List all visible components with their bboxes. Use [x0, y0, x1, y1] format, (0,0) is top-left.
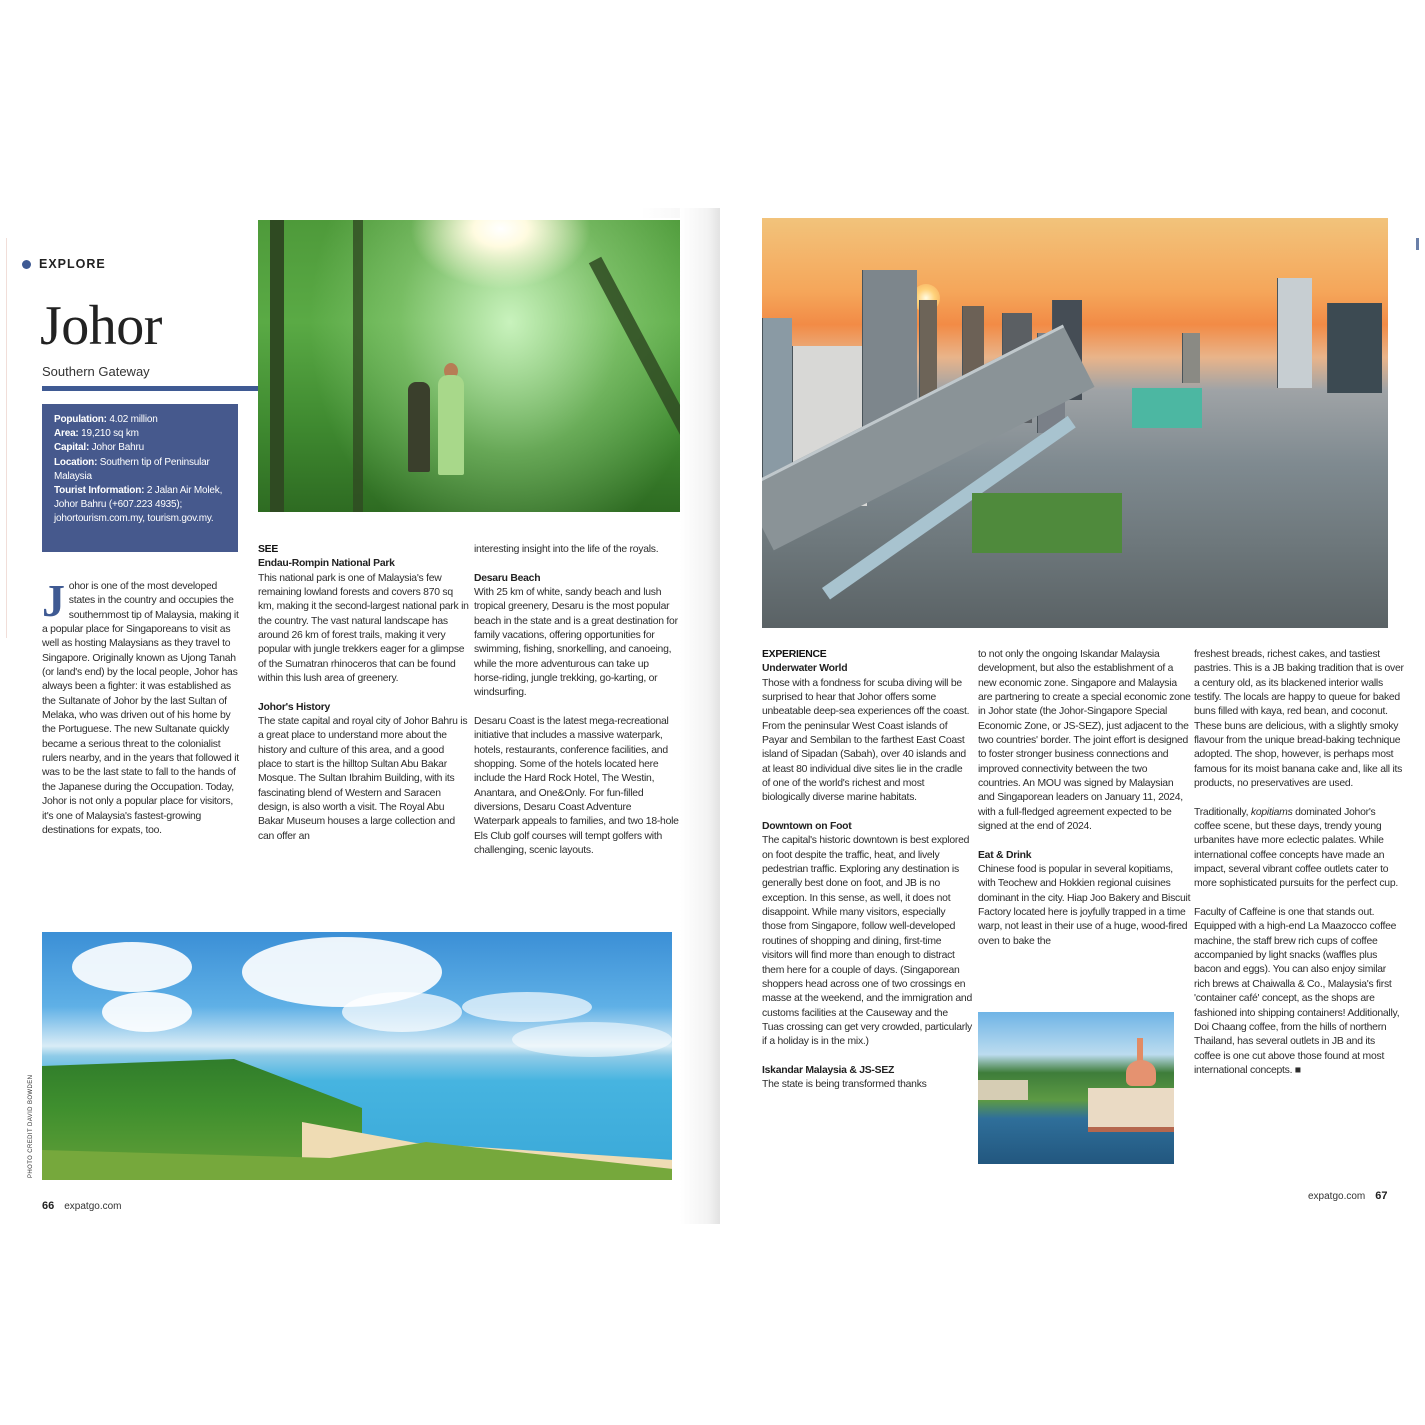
location-value: Southern tip of Peninsular Malaysia — [54, 456, 210, 482]
end-mark-icon: ■ — [1294, 1064, 1301, 1076]
location-label: Location: — [54, 456, 98, 468]
section-label-text: EXPLORE — [39, 257, 106, 271]
drop-cap: J — [42, 575, 65, 626]
title-divider — [42, 386, 260, 391]
kopitiam-italic: kopitiams — [1250, 806, 1293, 818]
downtown-text: The capital's historic downtown is best explored on foot despite the traffic, heat, and lively pedestrian traffic. Exploring any destination is generally best done on foot, and JB is no exception. In this sense, as well, it does not disappoint. While many visitors, especially those from Singapore, follow well-developed routines of shopping and dining, first-time visitors will find more than enough to distract them here for a couple of days. (Singaporean shoppers head across one of two crossings en masse at the weekend, and the immigration and customs facilities at the Causeway and the Tuas crossing can get very crowded, particularly if a holiday is in the mix.) — [762, 835, 972, 1048]
see-column — [258, 543, 470, 858]
magazine-spread — [0, 208, 1425, 1224]
green-field — [972, 493, 1122, 553]
endau-heading: Endau-Rompin National Park — [258, 558, 395, 570]
bakery-text: freshest breads, richest cakes, and tastiest pastries. This is a JB baking tradition that is over a century old, as its blackened interior walls testify. The locals are happy to queue for baked buns filled with kaya, red bean, and coconut. These buns are delicious, with a slightly smoky flavour from the unique bread-baking technique adopted. The shop, however, is perhaps most famous for its moist banana cake and, like all its products, no preservatives are used. — [1194, 649, 1404, 790]
cloud — [342, 992, 462, 1032]
eat-text: Chinese food is popular in several kopitiams, with Teochew and Hokkien regional cuisines dominant in the city. Hiap Joo Bakery and Biscuit Factory located here is joyfully trapped in a time warp, not least in their use of a huge, wood-fired oven to bake the — [978, 864, 1191, 947]
page-number: 66 — [42, 1200, 55, 1212]
tourist-info-label: Tourist Information: — [54, 485, 145, 497]
dome — [1126, 1060, 1156, 1086]
area-value: 19,210 sq km — [81, 428, 139, 440]
photo-credit: PHOTO CREDIT DAVID BOWDEN — [28, 1074, 34, 1178]
history-heading: Johor's History — [258, 701, 331, 713]
site-url[interactable]: expatgo.com — [1308, 1191, 1366, 1202]
endau-text: This national park is one of Malaysia's few remaining lowland forests and covers 870 sq km, making it the second-largest national park in the country. The vast natural landscape has around 26 km of forest trails, making it very popular with jungle trekkers eager for a glimpse of the Sumatran rhinoceros that can be found within this lush area of greenery. — [258, 572, 469, 685]
forest-photo — [258, 220, 716, 512]
page-edge — [6, 238, 7, 638]
experience-column — [762, 648, 972, 1093]
site-url[interactable]: expatgo.com — [64, 1201, 122, 1212]
mosque-miniature-photo — [978, 1012, 1174, 1164]
teal-building — [1132, 388, 1202, 428]
beach-photo — [42, 932, 672, 1180]
fact-box — [42, 404, 238, 552]
capital-value: Johor Bahru — [91, 442, 144, 454]
tree-trunk — [270, 220, 284, 512]
area-label: Area: — [54, 428, 79, 440]
kopitiam-text-pre: Traditionally, — [1194, 806, 1251, 818]
see-category: SEE — [258, 544, 279, 555]
kopitiam-text-post: dominated Johor's coffee scene, but these days, trendy young urbanites have more eclectic palates. While international coffee concepts have made an impact, several vibrant coffee outlets cater to more sophisticated pursuits for the perfect cup. — [1194, 806, 1399, 890]
kopitiam-paragraph — [1194, 806, 1404, 892]
bullet-dot-icon — [22, 260, 31, 269]
left-page — [0, 218, 712, 1224]
page-number: 67 — [1375, 1190, 1388, 1202]
wall — [978, 1080, 1028, 1100]
right-page — [720, 208, 1425, 1224]
desaru-column — [474, 543, 679, 873]
history-continued: interesting insight into the life of the royals. — [474, 544, 659, 555]
minaret — [1137, 1038, 1143, 1062]
section-label — [22, 257, 106, 271]
experience-category: EXPERIENCE — [762, 649, 827, 660]
population-value: 4.02 million — [109, 414, 158, 425]
history-text: The state capital and royal city of Johor Bahru is a great place to understand more about the history and culture of this area, and a good place to start is the hilltop Sultan Abu Bakar Mosque. The Sultan Ibrahim Building, with its fascinating blend of Western and Saracen design, is also worth a visit. The Royal Abu Bakar Museum houses a large collection and can offer an — [258, 716, 468, 842]
eat-heading: Eat & Drink — [978, 849, 1032, 861]
cloud — [462, 992, 592, 1022]
hiker-figure — [408, 382, 430, 472]
tree-trunk — [353, 220, 363, 512]
building — [1182, 333, 1200, 383]
desaru-text: With 25 km of white, sandy beach and lush tropical greenery, Desaru is the most popular beach in the state and is a great destination for family vacations, offering opportunities for swimming, fishing, snorkelling, and canoeing, while the more adventurous can take up horse-riding, jungle trekking, go-karting, or windsurfing. — [474, 586, 678, 699]
caffeine-text: Faculty of Caffeine is one that stands out. Equipped with a high-end La Maazocco coffee machine, the staff brew rich cups of coffee accompanied by light snacks (waffles plus bacon and eggs). You can also enjoy similar rich brews at Chaiwalla & Co., Malaysia's first 'container café' concept, as the shops are fashioned into shipping containers! Additionally, Doi Chaang coffee, from the hills of northern Thailand, has several outlets in JB and its coffee is one cut above those found at most international concepts. — [1194, 907, 1400, 1076]
article-title: Johor — [40, 295, 162, 357]
tourist-info-value: 2 Jalan Air Molek, Johor Bahru (+607.223 4935); johortourism.com.my, tourism.gov.my. — [54, 485, 223, 525]
downtown-heading: Downtown on Foot — [762, 821, 852, 833]
desaru-coast-text: Desaru Coast is the latest mega-recreational initiative that includes a massive waterpark, hotels, restaurants, conference facilities, and shopping. Some of the hotels located here include the Hard Rock Hotel, The Westin, Anantara, and One&Only. For fun-filled diversions, Desaru Coast Adventure Waterpark appeals to families, and two 18-hole Els Club golf courses will tempt golfers with challenging, scenic layouts. — [474, 716, 679, 857]
underwater-heading: Underwater World — [762, 663, 848, 675]
caffeine-paragraph — [1194, 906, 1404, 1078]
cloud — [72, 942, 192, 992]
iskandar-column — [978, 648, 1192, 963]
folio-right — [1308, 1190, 1388, 1202]
cloud — [102, 992, 192, 1032]
iskandar-heading: Iskandar Malaysia & JS-SEZ — [762, 1064, 895, 1076]
iskandar-text-start: The state is being transformed thanks — [762, 1079, 927, 1091]
next-page-edge — [1416, 238, 1419, 250]
city-skyline-photo — [762, 218, 1388, 628]
article-subtitle: Southern Gateway — [42, 364, 150, 379]
capital-label: Capital: — [54, 442, 90, 454]
cloud — [512, 1022, 672, 1057]
building — [1277, 278, 1312, 388]
underwater-text: Those with a fondness for scuba diving will be surprised to hear that Johor offers some unbeatable deep-sea experiences off the coast. From the peninsular West Coast islands of Payar and Sembilan to the farthest East Coast island of Sipadan (Sabah), over 40 islands and at least 80 individual dive sites lie in the cradle of one of the world's richest and most biologically diverse marine habitats. — [762, 677, 970, 804]
folio-left — [42, 1200, 122, 1212]
desaru-heading: Desaru Beach — [474, 572, 541, 584]
intro-text: ohor is one of the most developed states in the country and occupies the southernmost tip of Malaysia, making it a popular place for Singaporeans to visit as well as hosting Malaysians as they travel to Singapore. Originally known as Ujong Tanah (or land's end) by the local people, Johor has always been a fighter: it was established as the Sultanate of Johor by the last Sultan of Melaka, who was driven out of his home by the Portuguese. The new Sultanate quickly became a serious threat to the colonialist rulers nearby, and in the years that followed it was to be the last state to fall to the hands of the Japanese during the Occupation. Today, Johor is not only a popular place for visitors, it's one of Malaysia's fastest-growing destinations for expats, too. — [42, 581, 239, 836]
iskandar-text: to not only the ongoing Iskandar Malaysia development, but also the establishment of a new economic zone. Singapore and Malaysia are partnering to create a special economic zone in Johor state (the Johor-Singapore Special Economic Zone, or JS-SEZ), just adjacent to the two countries' border. The joint effort is designed to foster stronger business connections and improved connectivity between the two countries. An MOU was signed by Malaysian and Singaporean leaders on January 11, 2024, with a full-fledged agreement expected to be signed at the end of 2024. — [978, 649, 1191, 833]
intro-paragraph — [42, 575, 242, 838]
population-label: Population: — [54, 414, 107, 425]
hiker-figure — [438, 375, 464, 475]
building — [1327, 303, 1382, 393]
bakery-column — [1194, 648, 1404, 1093]
mosque-base — [1088, 1088, 1174, 1132]
